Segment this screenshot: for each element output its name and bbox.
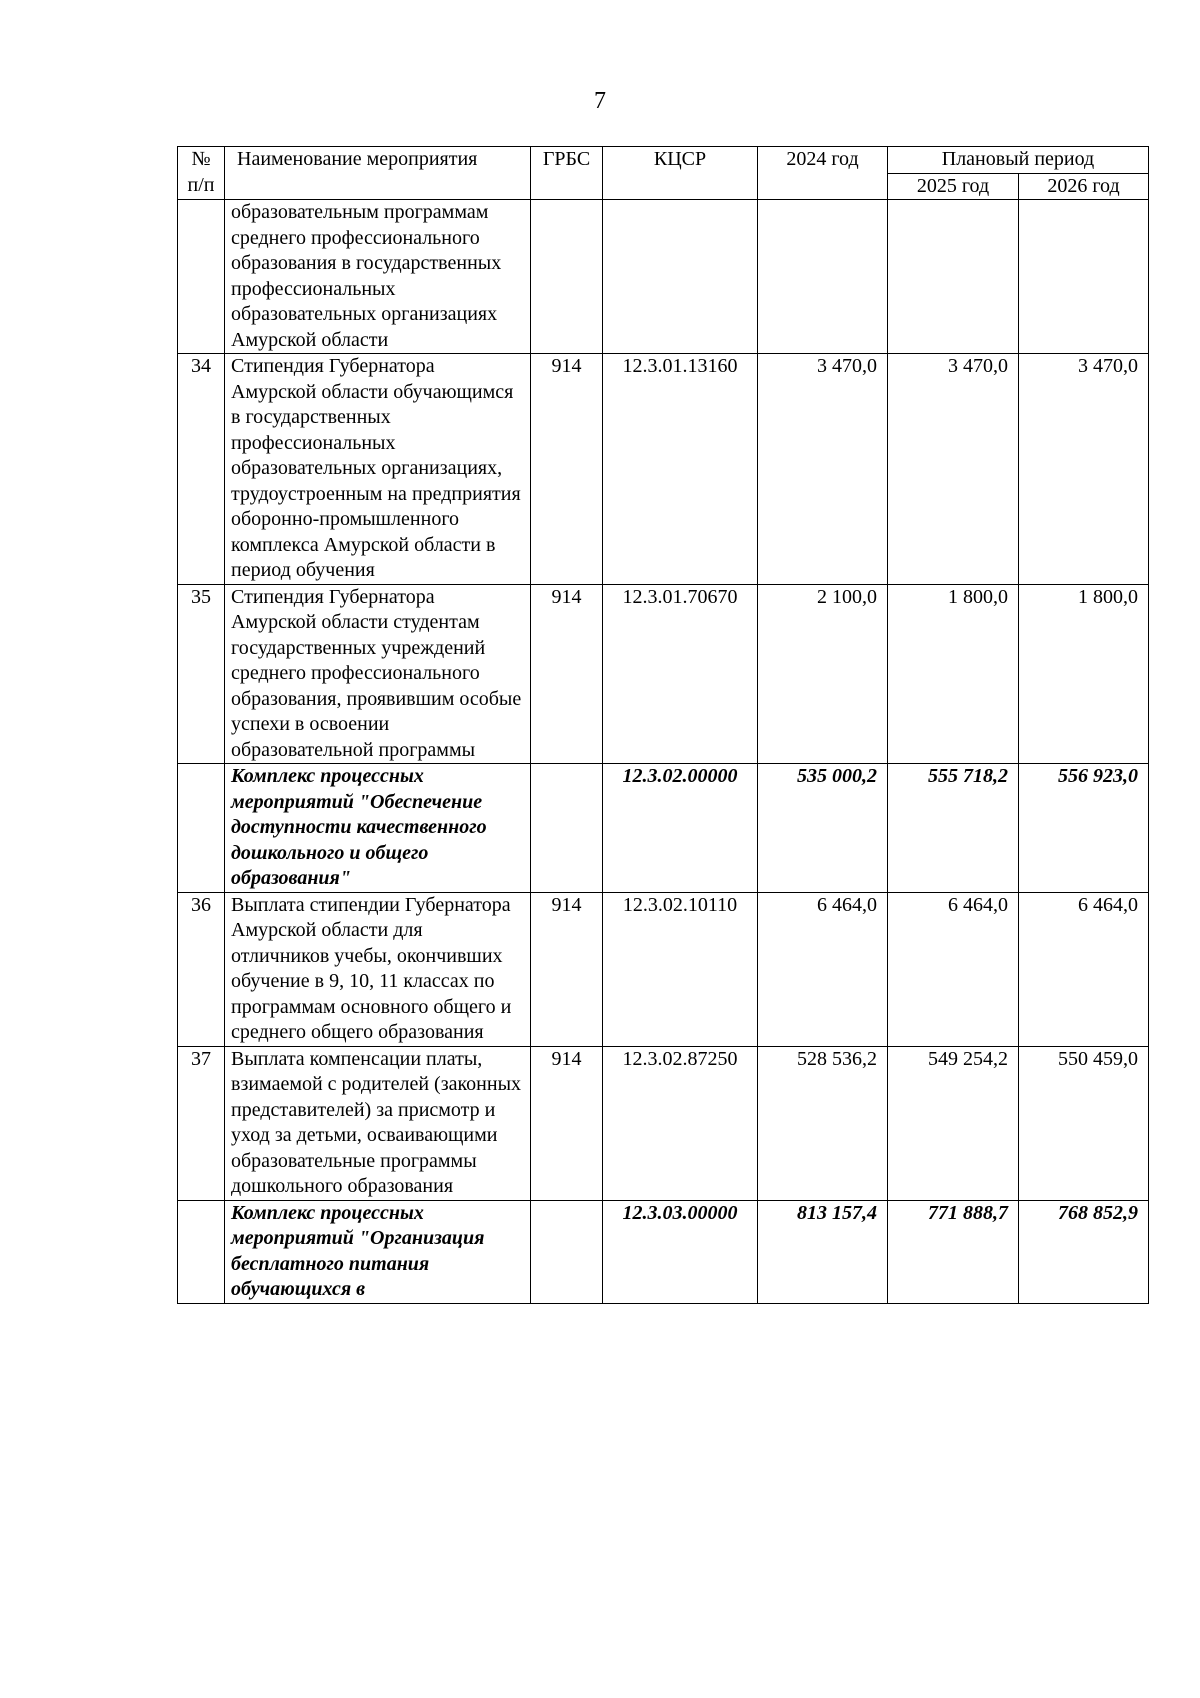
table-row [178,354,1149,585]
row-name: Комплекс процессных мероприятий "Обеспечение доступности качественного дошкольного и общего образования" [225,764,531,893]
row-2026: 3 470,0 [1019,354,1149,585]
header-2025: 2025 год [888,173,1019,200]
row-2026: 768 852,9 [1019,1200,1149,1303]
header-grbs: ГРБС [531,147,603,200]
row-kcsr: 12.3.01.70670 [603,584,758,764]
row-grbs [531,200,603,354]
header-number-line2: п/п [187,173,215,196]
header-2024: 2024 год [758,147,888,200]
row-number [178,1200,225,1303]
row-grbs: 914 [531,892,603,1046]
header-2026: 2026 год [1019,173,1149,200]
row-number: 36 [178,892,225,1046]
row-2024: 3 470,0 [758,354,888,585]
header-name: Наименование мероприятия [225,147,531,200]
row-2024: 535 000,2 [758,764,888,893]
row-kcsr: 12.3.02.87250 [603,1046,758,1200]
row-name: Стипендия Губернатора Амурской области обучающимся в государственных профессиональных образовательных организациях, трудоустроенным на предприятия оборонно-промышленного комплекса Амурской области в период обучения [225,354,531,585]
row-kcsr: 12.3.01.13160 [603,354,758,585]
table-row-subtotal [178,1200,1149,1303]
row-2024: 2 100,0 [758,584,888,764]
row-2026: 6 464,0 [1019,892,1149,1046]
row-number: 37 [178,1046,225,1200]
row-2024: 6 464,0 [758,892,888,1046]
row-name: образовательным программам среднего профессионального образования в государственных профессиональных образовательных организациях Амурской области [225,200,531,354]
row-number: 35 [178,584,225,764]
row-2026 [1019,200,1149,354]
row-number [178,764,225,893]
header-kcsr: КЦСР [603,147,758,200]
row-2024 [758,200,888,354]
row-2025: 6 464,0 [888,892,1019,1046]
row-2025: 771 888,7 [888,1200,1019,1303]
header-row-1 [178,147,1149,174]
row-2026: 550 459,0 [1019,1046,1149,1200]
header-number-line1: № [191,148,211,170]
row-2026: 1 800,0 [1019,584,1149,764]
row-kcsr: 12.3.03.00000 [603,1200,758,1303]
row-kcsr [603,200,758,354]
row-name: Выплата компенсации платы, взимаемой с родителей (законных представителей) за присмотр и уход за детьми, осваивающими образовательные программы дошкольного образования [225,1046,531,1200]
table-row [178,892,1149,1046]
row-grbs [531,764,603,893]
row-2024: 528 536,2 [758,1046,888,1200]
row-number: 34 [178,354,225,585]
row-grbs [531,1200,603,1303]
table-row [178,200,1149,354]
budget-table [177,146,1149,1304]
row-name: Комплекс процессных мероприятий "Организация бесплатного питания обучающихся в [225,1200,531,1303]
row-2025: 549 254,2 [888,1046,1019,1200]
table-row [178,1046,1149,1200]
row-2025: 1 800,0 [888,584,1019,764]
row-2024: 813 157,4 [758,1200,888,1303]
row-2025 [888,200,1019,354]
header-planned-period: Плановый период [888,147,1149,174]
table-row-subtotal [178,764,1149,893]
page-number: 7 [594,88,606,114]
header-number [178,147,225,200]
row-grbs: 914 [531,584,603,764]
row-number [178,200,225,354]
row-kcsr: 12.3.02.10110 [603,892,758,1046]
row-grbs: 914 [531,1046,603,1200]
row-2026: 556 923,0 [1019,764,1149,893]
row-2025: 3 470,0 [888,354,1019,585]
table-row [178,584,1149,764]
row-name: Выплата стипендии Губернатора Амурской области для отличников учебы, окончивших обучение в 9, 10, 11 классах по программам основного общего и среднего общего образования [225,892,531,1046]
row-grbs: 914 [531,354,603,585]
row-kcsr: 12.3.02.00000 [603,764,758,893]
row-name: Стипендия Губернатора Амурской области студентам государственных учреждений среднего профессионального образования, проявившим особые успехи в освоении образовательной программы [225,584,531,764]
row-2025: 555 718,2 [888,764,1019,893]
